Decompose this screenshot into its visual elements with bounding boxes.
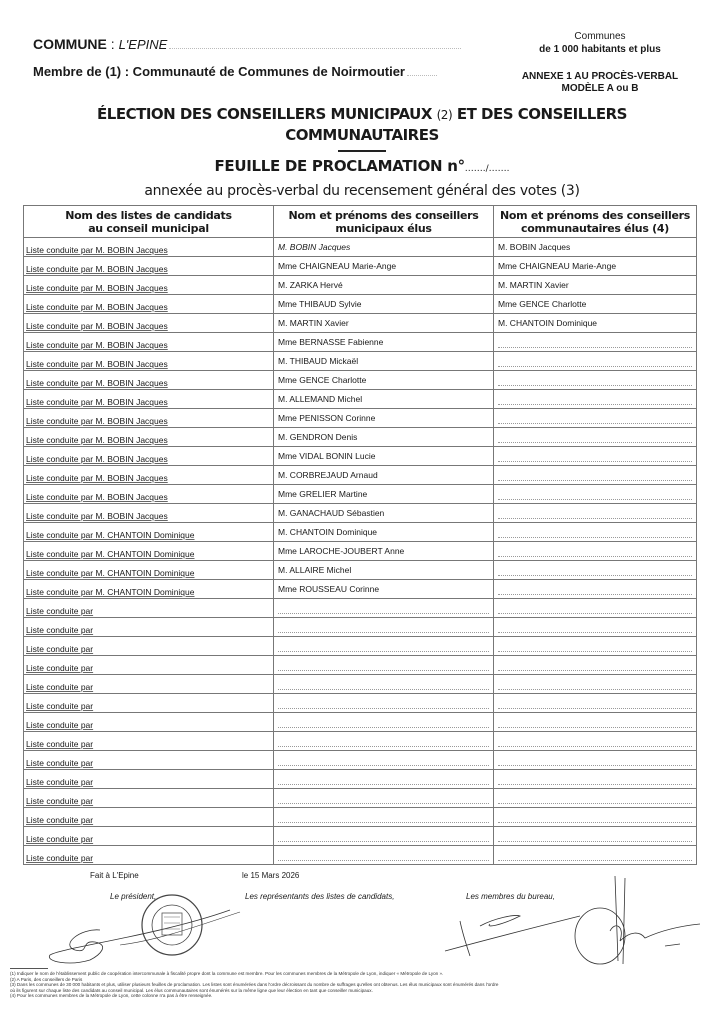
cell-conseiller-municipal-text: M. ZARKA Hervé [278,280,343,290]
cell-conseiller-municipal-text: Mme GRELIER Martine [278,489,368,499]
cell-conseiller-municipal[interactable] [274,466,494,485]
cell-liste[interactable] [24,580,274,599]
cell-conseiller-municipal[interactable] [274,428,494,447]
empty-fill-line [278,798,489,804]
empty-fill-line [278,703,489,709]
empty-fill-line [278,665,489,671]
header-communautaires: Nom et prénoms des conseillers communautaires élus (4) [494,206,697,238]
cell-conseiller-municipal[interactable] [274,618,494,637]
cell-liste-text: Liste conduite par M. CHANTOIN Dominique [26,549,195,559]
commune-size-line1: Communes [574,31,626,42]
table-row [24,808,697,827]
cell-conseiller-communautaire[interactable] [494,428,697,447]
cell-conseiller-communautaire[interactable] [494,656,697,675]
empty-fill-line [498,418,692,424]
title-part-a: ÉLECTION DES CONSEILLERS MUNICIPAUX [97,105,432,123]
cell-conseiller-communautaire[interactable] [494,371,697,390]
cell-conseiller-communautaire[interactable] [494,276,697,295]
annexe-note [500,71,700,95]
table-row [24,447,697,466]
empty-fill-line [498,532,692,538]
cell-conseiller-municipal-text: M. BOBIN Jacques [278,242,351,252]
cell-conseiller-municipal-text: Mme GENCE Charlotte [278,375,367,385]
cell-liste[interactable] [24,751,274,770]
empty-fill-line [278,836,489,842]
cell-liste-text: Liste conduite par M. BOBIN Jacques [26,416,168,426]
membre-line [33,64,437,79]
footnote-divider [10,968,48,969]
footnote-1: (1) Indiquer le nom de l'établissement public de coopération intercommunale à fiscalité propre dont la commune est membre. Pour les communes membres de la Métropole de Lyon, indiquer « Métropole de Lyon ». [10,971,444,976]
cell-liste-text: Liste conduite par M. BOBIN Jacques [26,264,168,274]
cell-conseiller-communautaire[interactable] [494,713,697,732]
cell-liste[interactable] [24,371,274,390]
cell-conseiller-communautaire[interactable] [494,751,697,770]
cell-liste-text: Liste conduite par M. BOBIN Jacques [26,511,168,521]
title-line2: COMMUNAUTAIRES [285,126,439,144]
cell-conseiller-municipal[interactable] [274,504,494,523]
cell-conseiller-communautaire[interactable] [494,846,697,865]
cell-conseiller-municipal[interactable] [274,542,494,561]
empty-fill-line [498,836,692,842]
cell-conseiller-communautaire[interactable] [494,257,697,276]
cell-conseiller-municipal[interactable] [274,371,494,390]
cell-liste[interactable] [24,238,274,257]
empty-fill-line [498,513,692,519]
empty-fill-line [498,798,692,804]
cell-conseiller-communautaire-text: M. BOBIN Jacques [498,242,571,252]
empty-fill-line [498,361,692,367]
feuille-title [0,157,724,175]
cell-conseiller-communautaire[interactable] [494,390,697,409]
commune-line [33,36,461,52]
table-row [24,770,697,789]
cell-liste[interactable] [24,846,274,865]
empty-fill-line [498,475,692,481]
commune-size-line2: de 1 000 habitants et plus [539,44,661,55]
table-row [24,466,697,485]
bureau-signatures [440,876,710,966]
cell-liste[interactable] [24,428,274,447]
table-row [24,352,697,371]
table-row [24,485,697,504]
cell-conseiller-communautaire-text: Mme GENCE Charlotte [498,299,587,309]
table-row [24,751,697,770]
empty-fill-line [278,817,489,823]
table-row [24,675,697,694]
header-listes: Nom des listes de candidats au conseil municipal [24,206,274,238]
cell-liste-text: Liste conduite par [26,834,94,844]
cell-conseiller-communautaire[interactable] [494,580,697,599]
empty-fill-line [498,779,692,785]
cell-conseiller-municipal-text: Mme PENISSON Corinne [278,413,376,423]
cell-conseiller-municipal[interactable] [274,599,494,618]
cell-conseiller-municipal-text: Mme BERNASSE Fabienne [278,337,384,347]
empty-fill-line [498,589,692,595]
cell-liste[interactable] [24,618,274,637]
cell-liste-text: Liste conduite par [26,739,94,749]
cell-liste-text: Liste conduite par M. BOBIN Jacques [26,435,168,445]
cell-liste[interactable] [24,713,274,732]
cell-liste-text: Liste conduite par [26,701,94,711]
footnote-3: (3) Dans les communes de 30 000 habitants et plus, utiliser plusieurs feuilles de proclamation. Les listes sont énumérées dans l'ordre décroissant du nombre de suffrages qu'elles ont obtenus. Les élus municipaux sont énumérés dans l'ordre [10,982,499,988]
cell-conseiller-communautaire[interactable] [494,238,697,257]
cell-conseiller-communautaire[interactable] [494,352,697,371]
cell-liste-text: Liste conduite par [26,720,94,730]
cell-liste[interactable] [24,637,274,656]
table-row [24,333,697,352]
cell-liste-text: Liste conduite par M. CHANTOIN Dominique [26,568,195,578]
footnotes [10,971,710,999]
date: le 15 Mars 2026 [242,871,300,880]
cell-conseiller-municipal-text: M. MARTIN Xavier [278,318,349,328]
cell-liste-text: Liste conduite par [26,606,94,616]
empty-fill-line [498,855,692,861]
empty-fill-line [498,684,692,690]
cell-conseiller-municipal-text: M. CHANTOIN Dominique [278,527,378,537]
cell-conseiller-municipal[interactable] [274,580,494,599]
cell-liste-text: Liste conduite par M. BOBIN Jacques [26,245,168,255]
empty-fill-line [498,342,692,348]
cell-conseiller-municipal[interactable] [274,808,494,827]
cell-liste[interactable] [24,409,274,428]
cell-liste-text: Liste conduite par M. BOBIN Jacques [26,473,168,483]
empty-fill-line [498,570,692,576]
cell-conseiller-municipal[interactable] [274,789,494,808]
cell-liste-text: Liste conduite par M. BOBIN Jacques [26,378,168,388]
cell-conseiller-communautaire-text: M. MARTIN Xavier [498,280,569,290]
feuille-label: FEUILLE DE PROCLAMATION n° [214,157,465,175]
table-row [24,732,697,751]
cell-conseiller-municipal[interactable] [274,732,494,751]
title-divider [338,150,386,152]
table-row [24,561,697,580]
cell-conseiller-municipal-text: M. GANACHAUD Sébastien [278,508,385,518]
cell-liste[interactable] [24,523,274,542]
table-row [24,276,697,295]
cell-liste-text: Liste conduite par M. BOBIN Jacques [26,283,168,293]
table-row [24,523,697,542]
cell-liste[interactable] [24,561,274,580]
cell-conseiller-communautaire[interactable] [494,808,697,827]
cell-conseiller-municipal[interactable] [274,846,494,865]
table-row [24,637,697,656]
cell-liste-text: Liste conduite par M. BOBIN Jacques [26,397,168,407]
cell-liste-text: Liste conduite par [26,796,94,806]
cell-conseiller-communautaire[interactable] [494,504,697,523]
table-row [24,656,697,675]
cell-conseiller-municipal[interactable] [274,751,494,770]
cell-conseiller-municipal-text: Mme THIBAUD Sylvie [278,299,362,309]
cell-liste[interactable] [24,447,274,466]
empty-fill-line [498,494,692,500]
table-row [24,713,697,732]
empty-fill-line [498,760,692,766]
cell-liste-text: Liste conduite par [26,625,94,635]
empty-fill-line [278,608,489,614]
empty-fill-line [498,551,692,557]
footnote-2: (2) A Paris, des conseillers de Paris [10,976,83,982]
cell-conseiller-communautaire[interactable] [494,333,697,352]
empty-fill-line [498,741,692,747]
cell-liste-text: Liste conduite par [26,815,94,825]
table-row [24,371,697,390]
table-row [24,390,697,409]
cell-conseiller-communautaire[interactable] [494,295,697,314]
commune-size-note [500,30,700,56]
cell-liste[interactable] [24,656,274,675]
cell-conseiller-communautaire[interactable] [494,637,697,656]
table-row [24,618,697,637]
empty-fill-line [278,722,489,728]
cell-conseiller-municipal[interactable] [274,523,494,542]
cell-conseiller-municipal[interactable] [274,447,494,466]
cell-liste-text: Liste conduite par M. BOBIN Jacques [26,359,168,369]
cell-conseiller-municipal-text: M. GENDRON Denis [278,432,358,442]
table-row [24,314,697,333]
cell-conseiller-municipal[interactable] [274,314,494,333]
empty-fill-line [498,608,692,614]
cell-liste-text: Liste conduite par [26,758,94,768]
cell-liste-text: Liste conduite par M. CHANTOIN Dominique [26,530,195,540]
commune-separator: : [106,36,119,52]
membres-label: Les membres du bureau, [466,892,555,901]
cell-liste[interactable] [24,333,274,352]
empty-fill-line [278,684,489,690]
membre-fill-line [407,65,437,76]
cell-liste[interactable] [24,599,274,618]
cell-liste[interactable] [24,352,274,371]
cell-conseiller-communautaire[interactable] [494,485,697,504]
cell-conseiller-communautaire[interactable] [494,542,697,561]
empty-fill-line [278,760,489,766]
cell-conseiller-municipal-text: Mme VIDAL BONIN Lucie [278,451,376,461]
cell-conseiller-municipal[interactable] [274,770,494,789]
cell-liste[interactable] [24,504,274,523]
cell-conseiller-municipal-text: M. CORBREJAUD Arnaud [278,470,378,480]
cell-conseiller-municipal[interactable] [274,390,494,409]
cell-conseiller-municipal[interactable] [274,561,494,580]
table-row [24,789,697,808]
cell-conseiller-communautaire[interactable] [494,694,697,713]
empty-fill-line [498,380,692,386]
cell-conseiller-municipal-text: M. ALLAIRE Michel [278,565,352,575]
cell-liste[interactable] [24,314,274,333]
commune-label: COMMUNE [33,36,107,52]
cell-liste[interactable] [24,257,274,276]
cell-conseiller-municipal[interactable] [274,295,494,314]
cell-conseiller-communautaire[interactable] [494,599,697,618]
cell-conseiller-municipal-text: Mme CHAIGNEAU Marie-Ange [278,261,397,271]
cell-conseiller-municipal-text: Mme ROUSSEAU Corinne [278,584,380,594]
cell-conseiller-municipal[interactable] [274,637,494,656]
header-municipaux: Nom et prénoms des conseillers municipaux élus [274,206,494,238]
cell-conseiller-municipal[interactable] [274,656,494,675]
cell-conseiller-municipal[interactable] [274,333,494,352]
cell-conseiller-communautaire-text: M. CHANTOIN Dominique [498,318,598,328]
cell-liste-text: Liste conduite par M. BOBIN Jacques [26,492,168,502]
membre-value[interactable]: Membre de (1) : Communauté de Communes de Noirmoutier [33,64,405,79]
cell-conseiller-communautaire[interactable] [494,466,697,485]
empty-fill-line [278,741,489,747]
cell-conseiller-communautaire[interactable] [494,732,697,751]
cell-liste[interactable] [24,770,274,789]
cell-conseiller-municipal-text: M. THIBAUD Mickaël [278,356,359,366]
cell-conseiller-communautaire[interactable] [494,314,697,333]
title-note: (2) [436,108,453,122]
table-row [24,694,697,713]
fait-a: Fait à L'Epine [90,871,139,880]
page-title [0,104,724,145]
empty-fill-line [498,627,692,633]
cell-conseiller-municipal-text: Mme LAROCHE-JOUBERT Anne [278,546,405,556]
table-row [24,846,697,865]
official-stamp [140,893,204,957]
cell-conseiller-communautaire[interactable] [494,618,697,637]
cell-liste-text: Liste conduite par [26,853,94,863]
empty-fill-line [498,456,692,462]
cell-liste[interactable] [24,542,274,561]
cell-conseiller-communautaire[interactable] [494,675,697,694]
cell-conseiller-municipal[interactable] [274,238,494,257]
cell-conseiller-municipal[interactable] [274,485,494,504]
cell-liste[interactable] [24,789,274,808]
cell-conseiller-municipal[interactable] [274,694,494,713]
cell-conseiller-municipal-text: M. ALLEMAND Michel [278,394,363,404]
cell-conseiller-communautaire[interactable] [494,561,697,580]
cell-liste[interactable] [24,808,274,827]
cell-liste-text: Liste conduite par [26,663,94,673]
table-row [24,295,697,314]
cell-liste-text: Liste conduite par M. BOBIN Jacques [26,302,168,312]
representants-label: Les représentants des listes de candidats, [245,892,395,901]
annexe-line1: ANNEXE 1 AU PROCÈS-VERBAL [521,71,679,82]
empty-fill-line [498,722,692,728]
cell-conseiller-municipal[interactable] [274,352,494,371]
empty-fill-line [278,779,489,785]
cell-liste-text: Liste conduite par M. BOBIN Jacques [26,454,168,464]
feuille-number[interactable]: ……./……. [464,164,510,174]
cell-liste[interactable] [24,675,274,694]
cell-conseiller-communautaire[interactable] [494,827,697,846]
table-row [24,599,697,618]
cell-conseiller-communautaire-text: Mme CHAIGNEAU Marie-Ange [498,261,617,271]
cell-conseiller-municipal[interactable] [274,713,494,732]
empty-fill-line [498,817,692,823]
cell-conseiller-municipal[interactable] [274,257,494,276]
cell-conseiller-municipal[interactable] [274,409,494,428]
proclamation-table [23,205,697,865]
president-label: Le président, [110,892,157,901]
cell-liste[interactable] [24,694,274,713]
cell-liste[interactable] [24,390,274,409]
title-part-b: ET DES CONSEILLERS [456,105,627,123]
empty-fill-line [278,627,489,633]
table-row [24,504,697,523]
subtitle: annexée au procès-verbal du recensement général des votes (3) [144,183,580,199]
cell-liste[interactable] [24,295,274,314]
table-row [24,257,697,276]
cell-liste-text: Liste conduite par [26,777,94,787]
cell-conseiller-municipal[interactable] [274,276,494,295]
table-row [24,580,697,599]
empty-fill-line [278,855,489,861]
commune-fill-line [169,38,461,49]
cell-liste-text: Liste conduite par M. BOBIN Jacques [26,340,168,350]
table-row [24,409,697,428]
cell-conseiller-communautaire[interactable] [494,770,697,789]
cell-liste[interactable] [24,485,274,504]
table-row [24,542,697,561]
cell-liste-text: Liste conduite par [26,682,94,692]
cell-liste[interactable] [24,732,274,751]
table-row [24,827,697,846]
cell-liste[interactable] [24,466,274,485]
empty-fill-line [278,646,489,652]
cell-liste-text: Liste conduite par M. BOBIN Jacques [26,321,168,331]
table-header-row [24,206,697,238]
empty-fill-line [498,437,692,443]
empty-fill-line [498,399,692,405]
table-row [24,428,697,447]
cell-conseiller-communautaire[interactable] [494,789,697,808]
cell-liste-text: Liste conduite par M. CHANTOIN Dominique [26,587,195,597]
cell-conseiller-municipal[interactable] [274,675,494,694]
cell-liste[interactable] [24,827,274,846]
footnote-4: (4) Pour les communes membres de la Métropole de Lyon, cette colonne n'a pas à être renseignée. [10,993,213,999]
empty-fill-line [498,646,692,652]
empty-fill-line [498,665,692,671]
commune-value[interactable]: L'EPINE [118,37,168,52]
cell-liste-text: Liste conduite par [26,644,94,654]
annexe-line2: MODÈLE A ou B [561,83,639,94]
cell-conseiller-communautaire[interactable] [494,409,697,428]
table-row [24,238,697,257]
cell-conseiller-municipal[interactable] [274,827,494,846]
cell-conseiller-communautaire[interactable] [494,447,697,466]
cell-liste[interactable] [24,276,274,295]
footnote-3-cont: où ils figurent sur chaque liste des candidats au conseil municipal. Les élus communautaires sont énumérés sur la même ligne que leur élection en tant que conseiller municipaux. [10,987,373,993]
empty-fill-line [498,703,692,709]
cell-conseiller-communautaire[interactable] [494,523,697,542]
